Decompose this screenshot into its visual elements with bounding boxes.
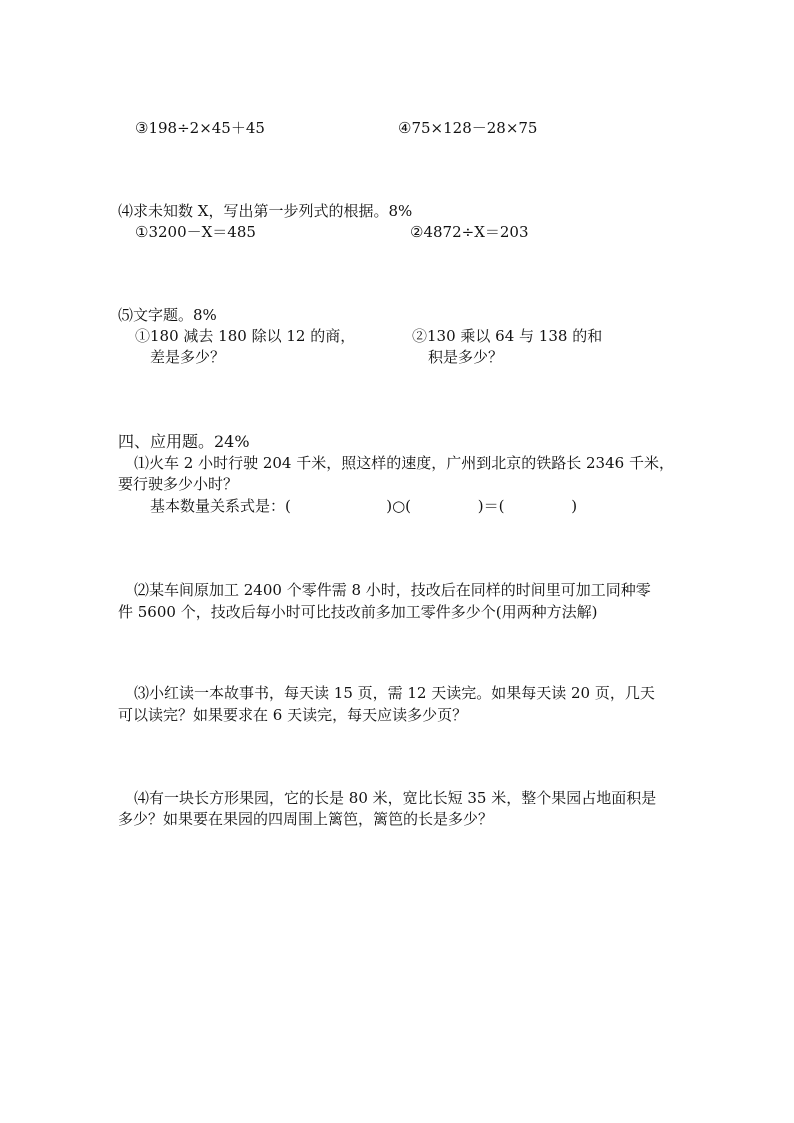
application-4-line2: 多少？如果要在果园的四周围上篱笆，篱笆的长是多少？: [118, 810, 494, 828]
calc-problem-3: ③198÷2×45＋45: [135, 119, 265, 137]
application-1-line2: 要行驶多少小时？: [118, 475, 239, 493]
application-2-line2: 件 5600 个，技改后每小时可比技改前多加工零件多少个(用两种方法解): [118, 603, 598, 621]
application-3-line1: ⑶小红读一本故事书，每天读 15 页，需 12 天读完。如果每天读 20 页，几天: [134, 684, 655, 702]
question-5-title: ⑸文字题。8%: [118, 306, 217, 324]
word-problem-2-line1: ②130 乘以 64 与 138 的和: [412, 327, 603, 345]
question-4-title: ⑷求未知数 X，写出第一步列式的根据。8%: [118, 202, 413, 220]
application-2-line1: ⑵某车间原加工 2400 个零件需 8 小时，技改后在同样的时间里可加工同种零: [134, 581, 651, 599]
application-4-line1: ⑷有一块长方形果园，它的长是 80 米，宽比长短 35 米，整个果园占地面积是: [134, 789, 657, 807]
word-problem-1-line2: 差是多少？: [150, 348, 226, 366]
calc-problem-4: ④75×128－28×75: [398, 119, 538, 137]
equation-2: ②4872÷X＝203: [410, 223, 529, 241]
application-1-formula: 基本数量关系式是：( )○( )＝( ): [150, 497, 578, 515]
section-4-title: 四、应用题。24%: [118, 432, 250, 451]
application-3-line2: 可以读完？如果要求在 6 天读完，每天应读多少页？: [118, 706, 468, 724]
application-1-line1: ⑴火车 2 小时行驶 204 千米，照这样的速度，广州到北京的铁路长 2346 千米，: [134, 454, 674, 472]
word-problem-2-line2: 积是多少？: [428, 348, 504, 366]
word-problem-1-line1: ①180 减去 180 除以 12 的商，: [135, 327, 356, 345]
equation-1: ①3200－X＝485: [135, 223, 256, 241]
